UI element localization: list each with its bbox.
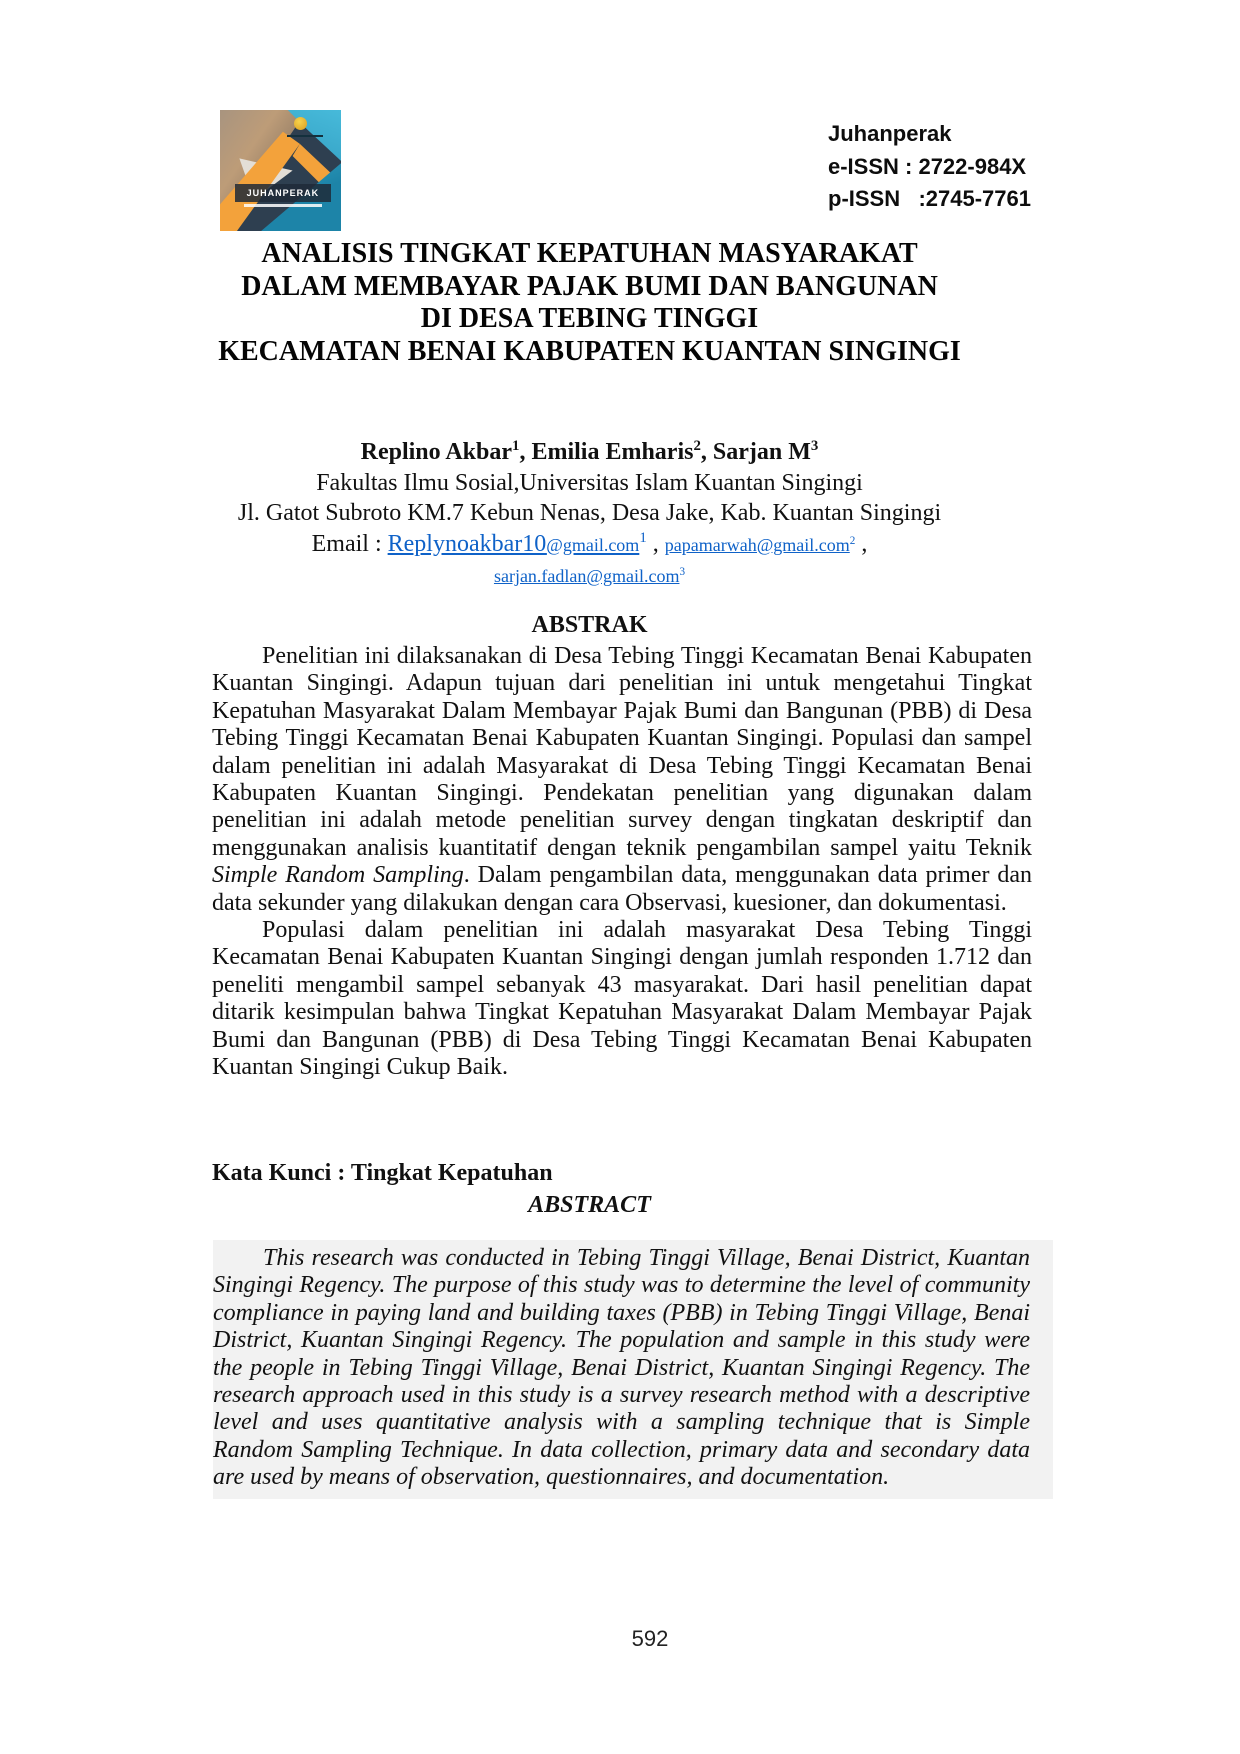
email-link-3-text: sarjan.fadlan@gmail.com	[493, 566, 680, 586]
byline	[212, 437, 967, 592]
email-link-2[interactable]: papamarwah@gmail.com$^2$	[664, 534, 856, 555]
journal-header-info	[828, 118, 1031, 216]
abstrak-body	[212, 643, 1032, 1082]
address-line: Jl. Gatot Subroto KM.7 Kebun Nenas, Desa Jake, Kab. Kuantan Singingi	[237, 500, 942, 526]
keywords-line	[212, 1160, 1032, 1187]
author-separator: ,	[519, 439, 532, 465]
email-link-3[interactable]: sarjan.fadlan@gmail.com$^3$	[493, 566, 686, 586]
article-title	[212, 238, 967, 368]
journal-name: Juhanperak	[828, 121, 952, 146]
abstrak-p1-italic-phrase: Simple Random Sampling	[212, 862, 464, 889]
abstrak-p1-post: . Dalam pengambilan data, menggunakan data primer dan data sekunder yang dilakukan dengan cara Observasi, kuesioner, dan dokumentasi.	[212, 862, 1032, 916]
e-issn: e-ISSN : 2722-984X	[828, 153, 1027, 179]
journal-logo	[220, 110, 341, 231]
abstract-en-block	[213, 1240, 1053, 1499]
email-line	[212, 529, 967, 561]
article-title-line-3: DI DESA TEBING TINGGI	[420, 303, 759, 334]
keywords-label: Kata Kunci :	[212, 1160, 351, 1186]
abstrak-heading: ABSTRAK	[531, 612, 648, 638]
article-title-line-4: KECAMATAN BENAI KABUPATEN KUANTAN SINGINGI	[218, 335, 961, 367]
email-link-2-text: papamarwah@gmail.com	[664, 534, 850, 555]
page-number: 592	[631, 1626, 669, 1651]
abstract-en-paragraph: This research was conducted in Tebing Tinggi Village, Benai District, Kuantan Singingi Regency. The purpose of this study was to determine the level of community compliance in paying land and building taxes (PBB) in Tebing Tinggi Village, Benai District, Kuantan Singingi Regency. The population and sample in this study were the people in Tebing Tinggi Village, Benai District, Kuantan Singingi Regency. The research approach used in this study is a survey research method with a descriptive level and uses quantitative analysis with a sampling technique that is Simple Random Sampling Technique. In data collection, primary data and secondary data are used by means of observation, questionnaires, and documentation.	[213, 1245, 1030, 1491]
email-line-2	[212, 560, 967, 592]
email-link-1-user: Replynoakbar10	[387, 530, 547, 557]
article-title-line-2: DALAM MEMBAYAR PAJAK BUMI DAN BANGUNAN	[241, 270, 938, 302]
author-2-sup: 2	[693, 438, 701, 454]
article-title-line-1: ANALISIS TINGKAT KEPATUHAN MASYARAKAT	[261, 238, 918, 269]
emblem-caption-bar	[287, 135, 323, 137]
abstrak-paragraph-2: Populasi dalam penelitian ini adalah masyarakat Desa Tebing Tinggi Kecamatan Benai Kabupaten Kuantan Singingi dengan jumlah responden 1.712 dan peneliti mengambil sampel sebanyak 43 masyarakat. Dari hasil penelitian dapat ditarik kesimpulan bahwa Tingkat Kepatuhan Masyarakat Dalam Membayar Pajak Bumi dan Bangunan (PBB) di Desa Tebing Tinggi Kecamatan Benai Kabupaten Kuantan Singingi Cukup Baik.	[212, 917, 1032, 1081]
author-3: Sarjan M	[712, 439, 811, 465]
author-1-sup: 1	[512, 438, 520, 454]
p-issn: p-ISSN :2745-7761	[828, 186, 1031, 211]
university-emblem-icon	[294, 117, 307, 130]
email-link-1-domain: @gmail.com	[546, 534, 640, 555]
affiliation-line: Fakultas Ilmu Sosial,Universitas Islam Kuantan Singingi	[316, 469, 863, 496]
email-label: Email :	[311, 530, 388, 557]
email-link-1[interactable]: Replynoakbar10@gmail.com$^1$	[387, 529, 647, 557]
abstrak-p1-pre: Penelitian ini dilaksanakan di Desa Tebing Tinggi Kecamatan Benai Kabupaten Kuantan Singingi. Adapun tujuan dari penelitian ini untuk mengetahui Tingkat Kepatuhan Masyarakat Dalam Membayar Pajak Bumi dan Bangunan (PBB) di Desa Tebing Tinggi Kecamatan Benai Kabupaten Kuantan Singingi. Populasi dan sampel dalam penelitian ini adalah Masyarakat di Desa Tebing Tinggi Kecamatan Benai Kabupaten Kuantan Singingi. Pendekatan penelitian yang digunakan dalam penelitian ini adalah metode penelitian survey dengan tingkatan deskriptif dan menggunakan analisis kuantitatif dengan teknik pengambilan sampel yaitu Teknik	[212, 643, 1032, 861]
logo-subtitle-bar	[244, 204, 321, 207]
author-separator-2: ,	[700, 439, 713, 465]
author-3-sup: 3	[810, 438, 819, 454]
logo-title: JUHANPERAK	[246, 187, 320, 198]
email-separator-2: ,	[855, 530, 868, 557]
author-1: Replino Akbar	[360, 439, 513, 465]
author-2: Emilia Emharis	[531, 439, 694, 465]
authors-line	[212, 437, 967, 468]
abstract-heading: ABSTRACT	[528, 1192, 651, 1218]
logo-title-band	[235, 184, 332, 202]
abstrak-paragraph-1	[212, 643, 1032, 917]
email-separator-1: ,	[646, 530, 665, 557]
keywords-value: Tingkat Kepatuhan	[350, 1160, 553, 1186]
